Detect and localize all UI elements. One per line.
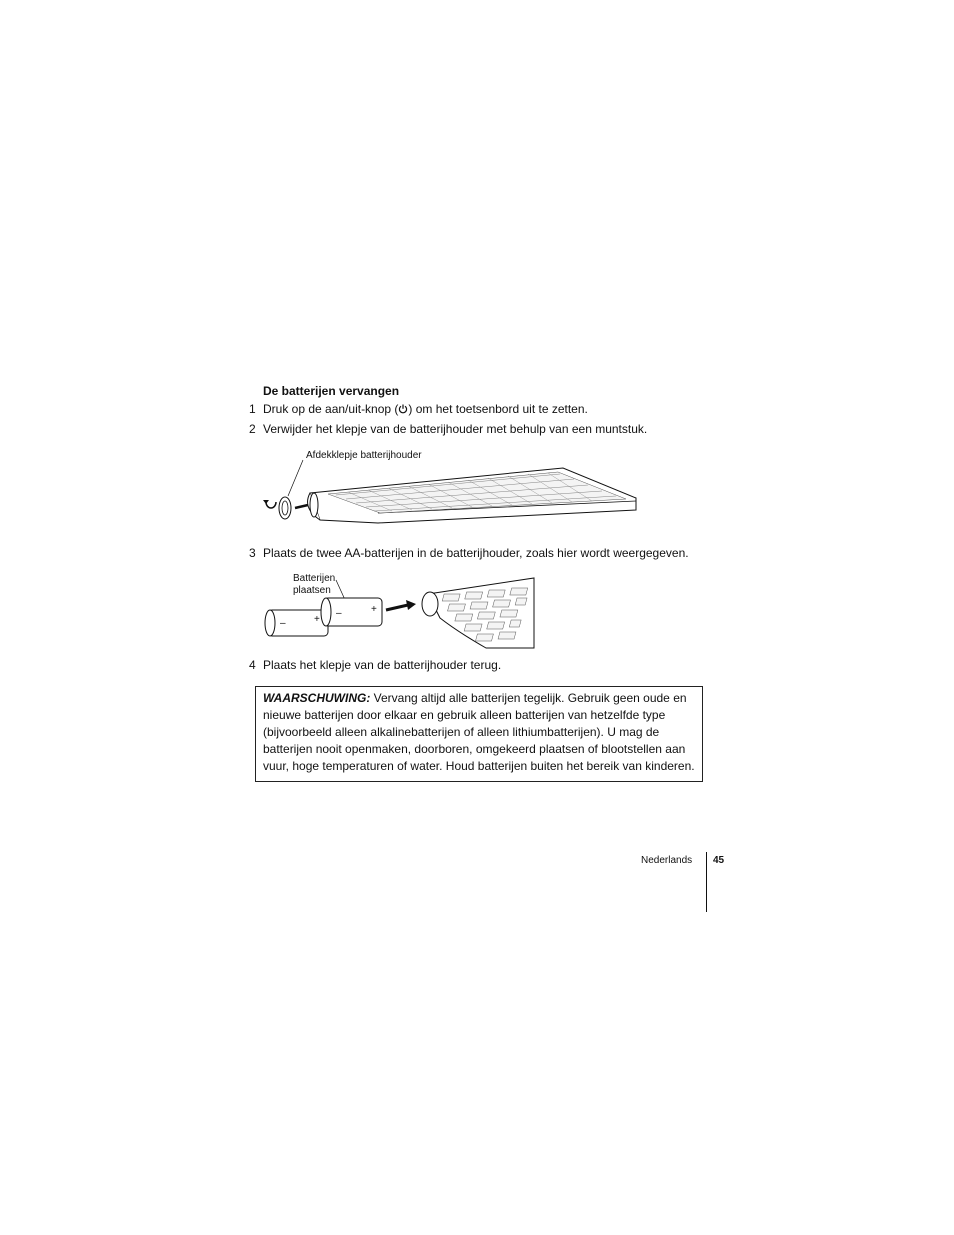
step-number: 2 [249, 422, 256, 436]
battery-minus-label: – [280, 618, 286, 629]
step-number: 3 [249, 546, 256, 560]
battery-insert-illustration [258, 572, 538, 650]
callout-line-1: Batterijen [293, 573, 336, 584]
warning-text: Vervang altijd alle batterijen tegelijk. Gebruik geen oude en nieuwe batterijen door elkaar en gebruik alleen batterijen van hetzelfde type (bijvoorbeeld alleen alkalinebatterijen of alleen lithiumbatterijen). U mag de batterijen nooit openmaken, doorboren, omgekeerd plaatsen of blootstellen aan vuur, hoge temperaturen of water. Houd batterijen buiten het bereik van kinderen. [263, 691, 695, 773]
warning-label: WAARSCHUWING: [263, 691, 371, 705]
step-number: 4 [249, 658, 256, 672]
step-text: Plaats het klepje van de batterijhouder terug. [263, 658, 502, 672]
footer-divider [706, 852, 707, 912]
step-text: Plaats de twee AA-batterijen in de batterijhouder, zoals hier wordt weergegeven. [263, 546, 689, 560]
step-1 [249, 401, 588, 417]
power-icon [398, 404, 408, 414]
step-4 [249, 657, 501, 673]
battery-1 [265, 610, 328, 636]
callout-line-2: plaatsen [293, 585, 331, 596]
keyboard-battery-cover-illustration [258, 458, 643, 528]
step-number: 1 [249, 402, 256, 416]
step-3 [249, 545, 689, 561]
battery-plus-label: + [314, 614, 320, 625]
footer-language: Nederlands [641, 855, 693, 866]
step-2 [249, 421, 647, 437]
battery-plus-label: + [371, 604, 377, 615]
step-text: Verwijder het klepje van de batterijhouder met behulp van een muntstuk. [263, 422, 648, 436]
battery-2 [321, 598, 382, 626]
battery-minus-label: – [336, 608, 342, 619]
page-number: 45 [713, 855, 725, 866]
insert-arrow-icon [386, 600, 416, 610]
warning-box [255, 686, 703, 782]
step-text: Druk op de aan/uit-knop ( [263, 402, 399, 416]
step-text-end: ) om het toetsenbord uit te zetten. [408, 402, 588, 416]
section-title: De batterijen vervangen [263, 384, 400, 398]
callout-battery-cover: Afdekklepje batterijhouder [306, 450, 422, 461]
